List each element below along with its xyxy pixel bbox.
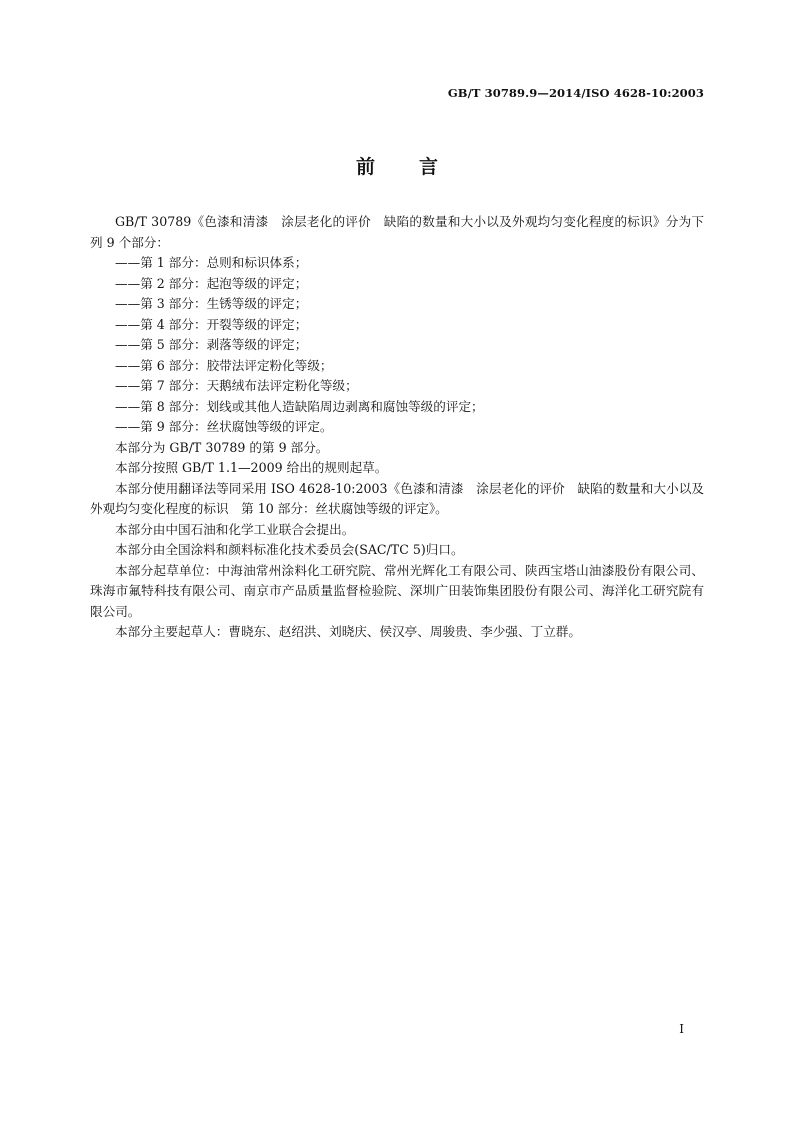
- list-item: ——第 3 部分：生锈等级的评定；: [115, 296, 308, 311]
- list-item: ——第 5 部分：剥落等级的评定；: [115, 337, 308, 352]
- drafting-units: 本部分起草单位：中海油常州涂料化工研究院、常州光辉化工有限公司、陕西宝塔山油漆股份有限公司、珠海市氟特科技有限公司、南京市产品质量监督检验院、深圳广田装饰集团股份有限公司、海洋化工研究院有限公司。: [90, 562, 704, 619]
- adoption-statement: 本部分使用翻译法等同采用 ISO 4628-10:2003《色漆和清漆 涂层老化的评价 缺陷的数量和大小以及外观均匀变化程度的标识 第 10 部分：丝状腐蚀等级的评定》。: [90, 480, 704, 516]
- standard-code: GB/T 30789.9—2014/ISO 4628-10:2003: [447, 86, 704, 100]
- list-item: ——第 7 部分：天鹅绒布法评定粉化等级；: [115, 378, 358, 393]
- proposer-statement: 本部分由中国石油和化学工业联合会提出。: [115, 521, 355, 537]
- list-item: ——第 1 部分：总则和标识体系；: [115, 255, 308, 270]
- drafters: 本部分主要起草人：曹晓东、赵绍洪、刘晓庆、侯汉亭、周骏贵、李少强、丁立群。: [115, 624, 581, 639]
- foreword-body: [90, 212, 704, 643]
- list-item: ——第 8 部分：划线或其他人造缺陷周边剥离和腐蚀等级的评定；: [115, 398, 484, 414]
- list-item: ——第 4 部分：开裂等级的评定；: [115, 316, 308, 332]
- page-number: I: [679, 1022, 684, 1036]
- intro-paragraph: GB/T 30789《色漆和清漆 涂层老化的评价 缺陷的数量和大小以及外观均匀变化程度的标识》分为下列 9 个部分：: [90, 214, 704, 250]
- list-item: ——第 9 部分：丝状腐蚀等级的评定。: [115, 419, 333, 434]
- part-statement: 本部分为 GB/T 30789 的第 9 部分。: [115, 439, 329, 455]
- page-title: 前言: [355, 156, 482, 178]
- committee-statement: 本部分由全国涂料和颜料标准化技术委员会(SAC/TC 5)归口。: [115, 542, 464, 557]
- drafting-rules: 本部分按照 GB/T 1.1—2009 给出的规则起草。: [115, 460, 388, 475]
- parts-list: [90, 253, 704, 438]
- list-item: ——第 2 部分：起泡等级的评定；: [115, 275, 308, 291]
- list-item: ——第 6 部分：胶带法评定粉化等级；: [115, 357, 333, 373]
